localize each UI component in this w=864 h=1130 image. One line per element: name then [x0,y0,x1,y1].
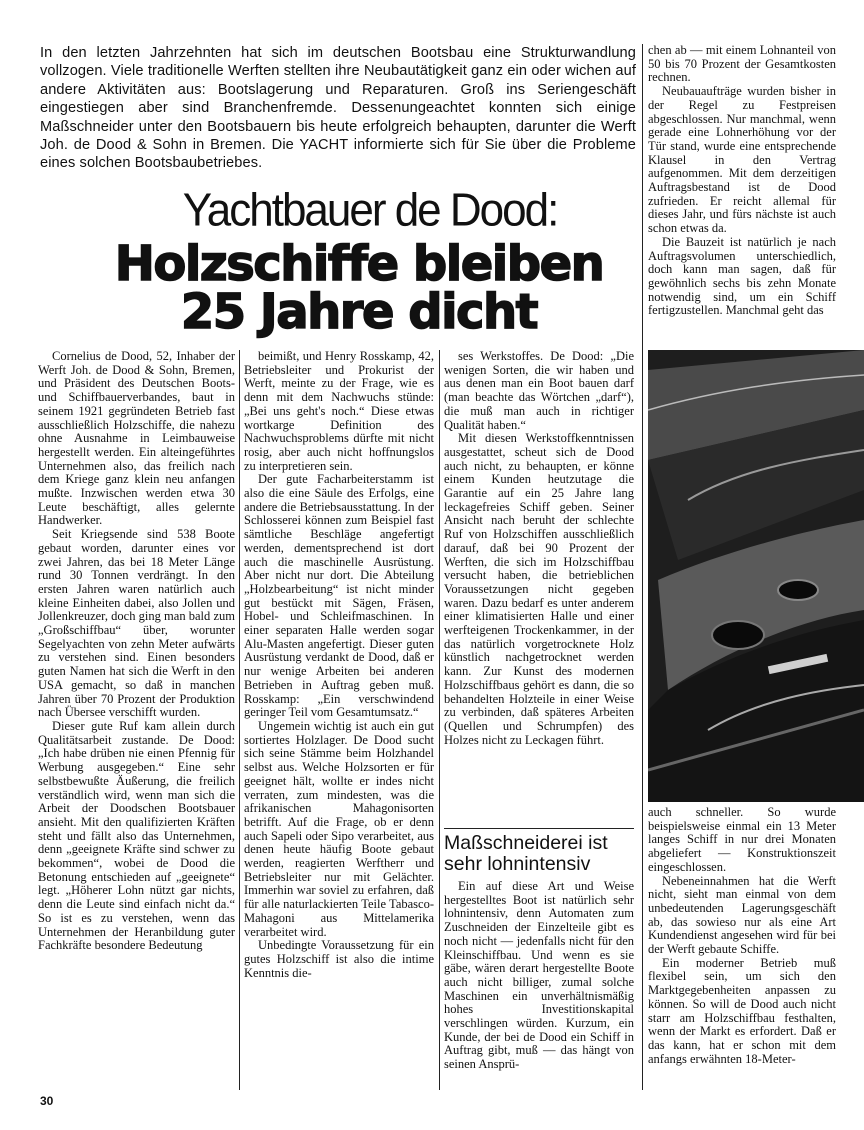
boat-photo [648,350,864,802]
column-divider [642,44,643,1090]
headline-line-2: 25 Jahre dicht [180,284,538,340]
article-column-4 [648,44,836,318]
intro-text: In den letzten Jahrzehnten hat sich im deutschen Bootsbau eine Strukturwandlung vollzogen. Viele traditionelle Werften stellten ihre Neubautätigkeit ganz ein oder wichen auf andere Aktivitäten aus: Bootslagerung und Reparaturen. Groß ins Seriengeschäft eingestiegen aber sind Branchenfremde. Dessenungeachtet konnten sich einige Maßschneider unter den Bootsbauern bis heute erfolgreich behaupten, darunter die Werft Joh. de Dood & Sohn in Bremen. Die YACHT informierte sich für Sie über die Probleme eines solchen Bootsbaubetriebes. [40,45,636,172]
paragraph: Seit Kriegsende sind 538 Boote gebaut worden, darunter eines vor zwei Jahren, das bei 18 Meter Länge rund 30 Tonnen verdrängt. In den ersten Jahren waren natürlich auch kleine Einheiten dabei, also Jollen und Jollenkreuzer, doch ging man bald zum „Großschiffbau“ über, worunter Segelyachten von zehn Meter aufwärts zu verstehen sind. Einen besonders guten Namen hat sich die Werft in den USA gemacht, so daß in manchen Jahren über 70 Prozent der Produktion nach Übersee verschifft wurden. [38,527,235,720]
column-divider [239,350,240,1090]
paragraph: Nebeneinnahmen hat die Werft nicht, sieht man einmal von dem unbedeutenden Lagerungsgeschäft ab, das sowieso nur als eine Art Kundendienst angesehen wird für bei der Werft gebaute Schiffe. [648,873,836,957]
article-column-3 [444,350,634,747]
headline-kicker: Yachtbauer de Dood: [182,184,558,237]
paragraph: Cornelius de Dood, 52, Inhaber der Werft Joh. de Dood & Sohn, Bremen, und Präsident des Deutschen Boots- und Schiffbauerverbandes, baut in seinem 1921 gegründeten Betrieb fast ausschließlich Holzschiffe, die nahezu ohne Ausnahme in Leimbauweise hergestellt werden. Ein alteingeführtes Unternehmen also, das freilich nach dem Kriege ganz klein neu anfangen mußte. Inzwischen werden etwa 30 Leute beschäftigt, alles gelernte Handwerker. [38,349,235,528]
paragraph: Ungemein wichtig ist auch ein gut sortiertes Holzlager. De Dood sucht sich seine Stämme beim Holzhandel selbst aus. Welche Holzsorten er für geeignet hält, wollte er indes nicht verraten, zum mindesten, was die afrikanischen Mahagonisorten betrifft. Auf die Frage, ob er denn auch Sapeli oder Sipo verarbeitet, aus denen heute häufig Boote gebaut werden, reagierten Werftherr und Betriebsleiter nur mit Gelächter. Immerhin war soviel zu erfahren, daß für alle naturlackierten Teile Tabasco-Mahagoni aus Mittelamerika verarbeitet wird. [244,718,434,939]
photo-illustration [648,350,864,802]
paragraph: Unbedingte Voraussetzung für ein gutes Holzschiff ist also die intime Kenntnis die- [244,938,434,980]
column-divider [439,350,440,1090]
page-number: 30 [40,1094,54,1108]
headline-main [74,236,644,340]
subheading-box: Maßschneiderei ist sehr lohnintensiv [444,828,634,879]
paragraph: Der gute Facharbeiterstamm ist also die eine Säule des Erfolgs, eine andere die Betriebsausstattung. In der Schlosserei können zum Beispiel fast sämtliche Beschläge angefertigt werden, dementsprechend ist dort auch die maschinelle Ausrüstung. Aber nicht nur dort. Die Abteilung „Holzbearbeitung“ ist nicht minder gut bestückt mit Sägen, Fräsen, Hobel- und Schleifmaschinen. In einer separaten Halle werden sogar Alu-Masten angefertigt. Dieser guten Ausrüstung verdankt de Dood, daß er nur wenige Arbeiten bei anderen Betrieben in Auftrag geben muß. Rosskamp: „Ein verschwindend geringer Teil vom Gesamtumsatz.“ [244,472,434,720]
headline-line-1: Holzschiffe bleiben [114,236,604,292]
article-column-1 [38,350,235,953]
article-column-2 [244,350,434,980]
paragraph: ses Werkstoffes. De Dood: „Die wenigen Sorten, die wir haben und aus denen man ein Boot bauen darf (man beachte das Wörtchen „darf“), die muß man auch in richtiger Qualität haben.“ [444,349,634,432]
article-column-4-lower [648,806,836,1066]
paragraph: Ein moderner Betrieb muß flexibel sein, um sich den Marktgegebenheiten anpassen zu können. So will de Dood auch nicht starr am Holzschiffbau festhalten, wenn der Markt es erfordert. Daß er das kann, hat er schon mit dem anfangs erwähnten 18-Meter- [648,955,836,1066]
paragraph: Ein auf diese Art und Weise hergestelltes Boot ist natürlich sehr lohnintensiv, denn Automaten zum Zuschneiden der Einzelteile gibt es noch nicht — jedenfalls nicht für den Kleinschiffbau. Und wenn es sie gäbe, wären derart hergestellte Boote auch nicht billiger, zumal solche Maschinen ein unverhältnismäßig hohes Investitionskapital verschlingen würden. Kurzum, ein Kunde, der bei de Dood ein Schiff in Auftrag gibt, muß — das hängt von seinen Ansprü- [444,879,634,1072]
paragraph: Neubauaufträge wurden bisher in der Regel zu Festpreisen abgeschlossen. Nur manchmal, wenn gerade eine Lohnerhöhung vor der Tür stand, wurde eine entsprechende Klausel in den Vertrag aufgenommen. Mit dem derzeitigen Auftragsbestand ist de Dood zufrieden. Er reicht allemal für dieses Jahr, und fürs nächste ist auch schon etwas da. [648,84,836,236]
article-column-3-lower [444,880,634,1072]
paragraph: chen ab — mit einem Lohnanteil von 50 bis 70 Prozent der Gesamtkosten rechnen. [648,43,836,85]
paragraph: auch schneller. So wurde beispielsweise einmal ein 13 Meter langes Schiff in nur drei Monaten abgeliefert — Konstruktionszeit eingeschlossen. [648,805,836,874]
paragraph: Die Bauzeit ist natürlich je nach Auftragsvolumen unterschiedlich, doch kann man sagen, daß für gewöhnlich sechs bis zehn Monate notwendig sind, um ein Schiff fertigzustellen. Manchmal geht das [648,234,836,318]
paragraph: beimißt, und Henry Rosskamp, 42, Betriebsleiter und Prokurist der Werft, meinte zu der Frage, wie es denn mit dem Nachwuchs stünde: „Bei uns geht's noch.“ Diese etwas wortkarge Definition des Nachwuchsproblems dürfte mit nicht rosig, aber auch nicht hoffnungslos zu interpretieren sein. [244,349,434,473]
paragraph: Mit diesen Werkstoffkenntnissen ausgestattet, scheut sich de Dood auch nicht, zu behaupten, er könne einem Kunden heutzutage die Garantie auf ein 25 Jahre lang leckagefreies Schiff geben. Seiner Ansicht nach beruht der schlechte Ruf von Holzschiffen ausschließlich darauf, daß bei 90 Prozent der Werften, die sich im Holzschiffbau versucht haben, die betrieblichen Voraussetzungen nicht gegeben waren. Dazu bedarf es unter anderem einer klimatisierten Halle und einer werfteigenen Trockenkammer, in der das natürlich vorgetrocknete Holz künstlich nachgetrocknet werden kann. Zur Kunst des modernen Holzschiffbaus gehört es dann, die so behandelten Holzteile in einer Weise zu verbinden, daß späteres Arbeiten (Quellen und Schrumpfen) des Holzes nicht zu Leckagen führt. [444,431,634,747]
paragraph: Dieser gute Ruf kam allein durch Qualitätsarbeit zustande. De Dood: „Ich habe drüben nie einen Pfennig für Werbung ausgegeben.“ Eine sehr selbstbewußte Äußerung, die freilich verständlich wird, wenn man sich die Arbeit der Doodschen Bootsbauer ansieht. Mit den qualifizierten Kräften steht und fällt also das Unternehmen, denn „geeignete Kräfte sind schwer zu bekommen“, wobei de Dood die Betonung entschieden auf „geeignete“ legt. „Höherer Lohn nützt gar nichts, denn die Leute sind einfach nicht da.“ So ist es zu verstehen, wenn das Unternehmen der Heranbildung guter Fachkräfte besondere Bedeutung [38,718,235,953]
